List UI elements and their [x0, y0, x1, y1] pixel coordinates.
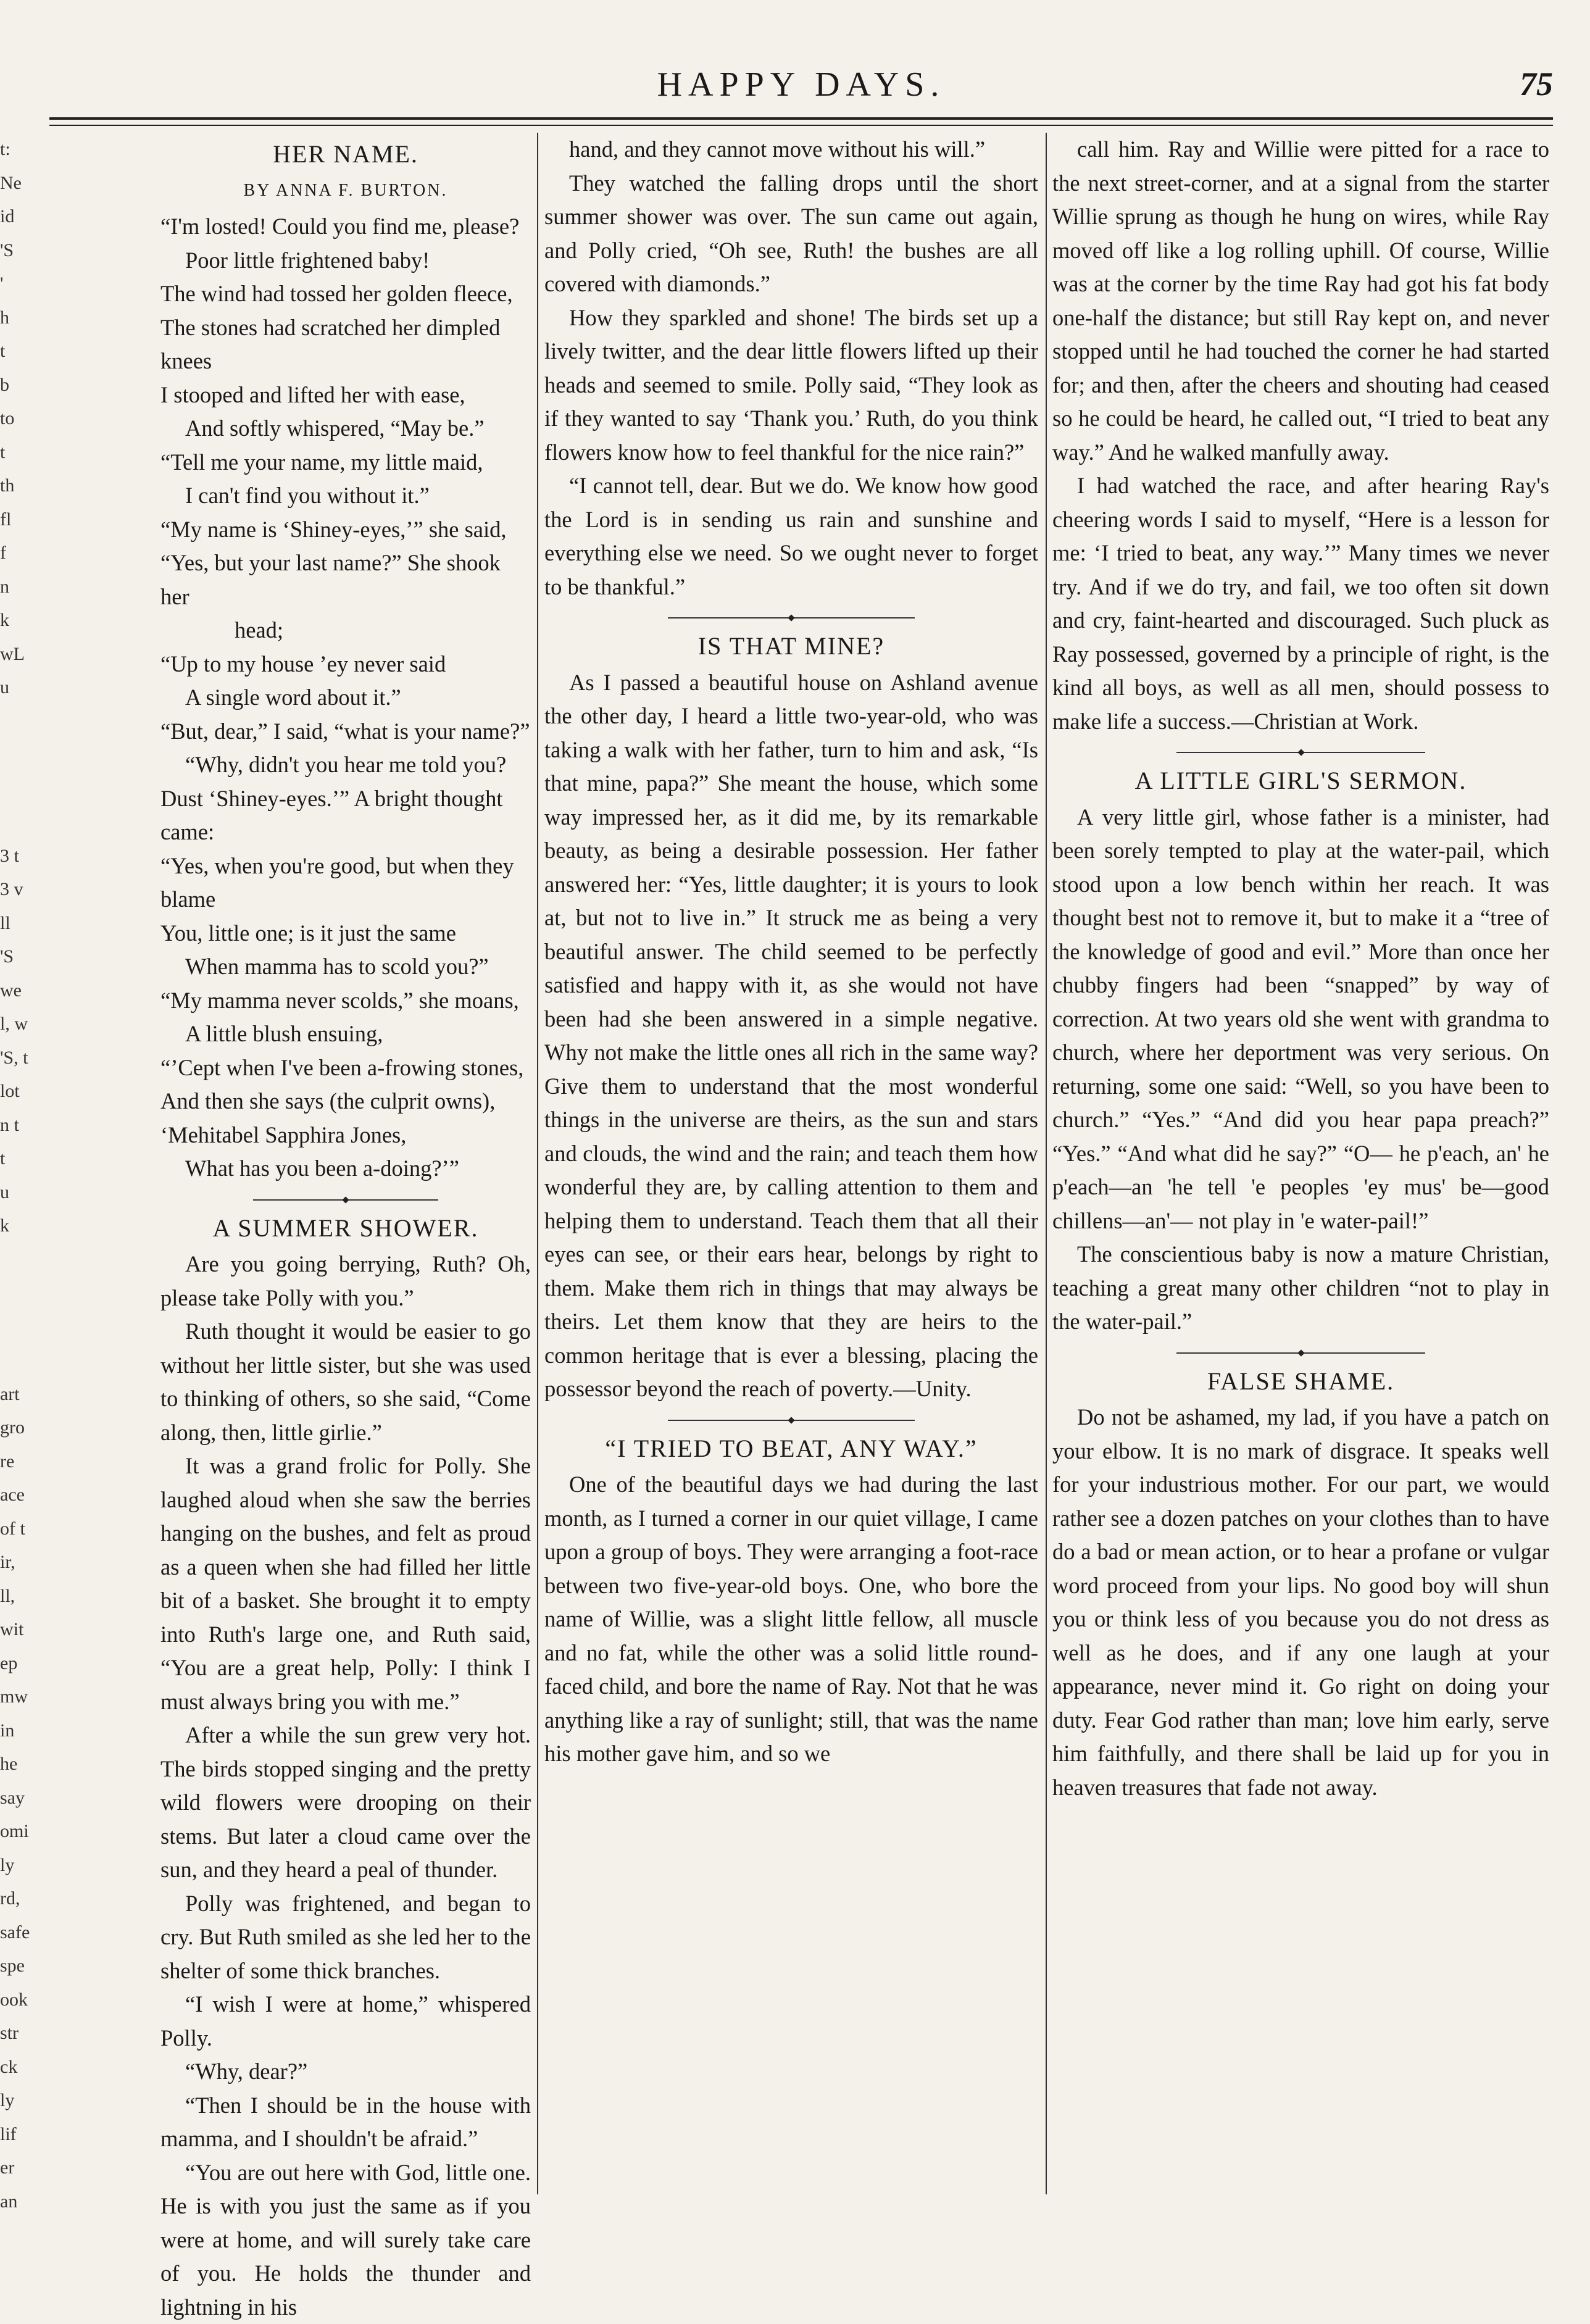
article-title: IS THAT MINE?	[544, 630, 1038, 664]
header-rule	[49, 117, 1553, 120]
edge-fragment: of t	[0, 1512, 62, 1546]
poem-line: “Why, didn't you hear me told you?	[160, 748, 531, 782]
article-body	[1052, 1401, 1549, 1804]
article-body	[160, 1247, 531, 2324]
edge-fragment: 'S	[0, 234, 62, 268]
edge-fragment: k	[0, 1209, 62, 1243]
poem-line: When mamma has to scold you?”	[160, 950, 531, 984]
paragraph: call him. Ray and Willie were pitted for a race to the next street-corner, and at a signal from the starter Willie sprung as though he hung on wires, while Ray moved off like a log rolling uphill. Of course, Willie was at the corner by the time Ray had got his fat body one-half the distance; but still Ray kept on, and never stopped until he had touched the corner he had started for; and then, after the cheers and shouting had ceased so he could be heard, he called out, “I tried to beat any way.” And he walked manfully away.	[1052, 133, 1549, 469]
article-title: A LITTLE GIRL'S SERMON.	[1052, 764, 1549, 798]
article-body	[544, 133, 1038, 604]
edge-fragment: rd,	[0, 1882, 62, 1916]
edge-fragment: ll,	[0, 1580, 62, 1614]
paragraph: A very little girl, whose father is a minister, had been sorely tempted to play at the water-pail, which stood upon a low bench within her reach. It was thought best not to remove it, but to make it a “tree of the knowledge of good and evil.” More than once her chubby fingers had been “snapped” by way of correction. At two years old she went with grandma to church, where her deportment was very serious. On returning, some one said: “Well, so you have been to church.” “Yes.” “And did you hear papa preach?” “Yes.” “And what did he say?” “O— he p'each, an' he p'each—an 'he tell 'e peoples 'ey mus' be—good chillens—an'— not play in 'e water-pail!”	[1052, 801, 1549, 1238]
poem-line: “My name is ‘Shiney-eyes,’” she said,	[160, 513, 531, 547]
paragraph: One of the beautiful days we had during the last month, as I turned a corner in our quiet village, I came upon a group of boys. They were arranging a foot-race between two five-year-old boys. One, who bore the name of Willie, was a slight little fellow, all muscle and no fat, while the other was a solid little round-faced child, and bore the name of Ray. Not that he was anything like a ray of sunlight; still, that was the name his mother gave him, and so we	[544, 1468, 1038, 1771]
column-divider	[537, 133, 538, 2194]
column-3	[1052, 133, 1549, 2194]
edge-fragment: art	[0, 1378, 62, 1412]
edge-fragment: an	[0, 2185, 62, 2219]
edge-fragment: t	[0, 1142, 62, 1176]
page-number: 75	[1520, 65, 1553, 103]
edge-fragment: he	[0, 1747, 62, 1781]
article-body	[1052, 133, 1549, 738]
column-2	[544, 133, 1038, 2194]
poem-line: “But, dear,” I said, “what is your name?”	[160, 715, 531, 749]
edge-fragment: ace	[0, 1478, 62, 1512]
poem-line: “Yes, but your last name?” She shook her	[160, 546, 531, 614]
running-title: HAPPY DAYS.	[49, 65, 1553, 104]
column-1	[160, 133, 531, 2194]
poem-line: Poor little frightened baby!	[160, 244, 531, 278]
edge-fragment	[0, 705, 62, 739]
paragraph: The conscientious baby is now a mature Christian, teaching a great many other children “not to play in the water-pail.”	[1052, 1238, 1549, 1339]
edge-fragment: mw	[0, 1680, 62, 1714]
edge-fragment: Ne	[0, 167, 62, 201]
edge-fragment: str	[0, 2017, 62, 2051]
poem-line: ‘Mehitabel Sapphira Jones,	[160, 1118, 531, 1152]
edge-fragment: 3 v	[0, 873, 62, 907]
section-separator	[668, 1420, 915, 1421]
edge-fragment	[0, 806, 62, 839]
column-divider	[1046, 133, 1047, 2194]
edge-fragment: b	[0, 369, 62, 402]
left-edge-fragments	[0, 133, 62, 2194]
edge-fragment: lot	[0, 1075, 62, 1109]
poem-line: Dust ‘Shiney-eyes.’” A bright thought came:	[160, 782, 531, 849]
edge-fragment: ck	[0, 2051, 62, 2085]
edge-fragment	[0, 1310, 62, 1344]
poem-line: “Tell me your name, my little maid,	[160, 446, 531, 480]
edge-fragment: n t	[0, 1109, 62, 1143]
section-separator	[253, 1199, 438, 1201]
edge-fragment: in	[0, 1714, 62, 1748]
edge-fragment: t	[0, 436, 62, 470]
poem-her-name	[160, 210, 531, 1186]
paragraph: As I passed a beautiful house on Ashland avenue the other day, I heard a little two-year-old, who was taking a walk with her father, turn to him and ask, “Is that mine, papa?” She meant the house, which some way impressed her, as it did me, by its remarkable beauty, as being a desirable possession. Her father answered her: “Yes, little daughter; it is yours to look at, but not to live in.” It struck me as being a very beautiful answer. The child seemed to be perfectly satisfied and happy with it, as she would not have been had she been answered in a simple negative. Why not make the little ones all rich in the same way? Give them to understand that the most wonderful things in the universe are theirs, as the sun and stars and clouds, the wind and the rain; and teach them how wonderful they are, by calling attention to them and helping them to understand. Teach them that all their eyes can see, or their ears hear, belongs by right to them. Make them rich in things that may always be theirs. Let them know that they are heirs to the common heritage that is ever a blessing, placing the possessor beyond the reach of poverty.—Unity.	[544, 666, 1038, 1406]
poem-line: “Up to my house ’ey never said	[160, 648, 531, 681]
edge-fragment: f	[0, 536, 62, 570]
poem-line: A single word about it.”	[160, 681, 531, 715]
poem-line: I stooped and lifted her with ease,	[160, 378, 531, 412]
paragraph: After a while the sun grew very hot. The birds stopped singing and the pretty wild flowers were drooping on their stems. But later a cloud came over the sun, and they heard a peal of thunder.	[160, 1718, 531, 1887]
edge-fragment: er	[0, 2151, 62, 2185]
paragraph: “Then I should be in the house with mamma, and I shouldn't be afraid.”	[160, 2089, 531, 2156]
edge-fragment: ly	[0, 2084, 62, 2118]
edge-fragment: gro	[0, 1411, 62, 1445]
section-separator	[668, 617, 915, 618]
edge-fragment: we	[0, 974, 62, 1008]
edge-fragment: l, w	[0, 1007, 62, 1041]
poem-line: What has you been a-doing?’”	[160, 1152, 531, 1186]
edge-fragment: t:	[0, 133, 62, 167]
article-body	[544, 1468, 1038, 1771]
edge-fragment: re	[0, 1445, 62, 1479]
paragraph: “I cannot tell, dear. But we do. We know how good the Lord is in sending us rain and sunshine and everything else we need. So we ought never to forget to be thankful.”	[544, 469, 1038, 604]
edge-fragment: wit	[0, 1613, 62, 1647]
article-title: HER NAME.	[160, 138, 531, 172]
article-title: A SUMMER SHOWER.	[160, 1212, 531, 1246]
paragraph: How they sparkled and shone! The birds set up a lively twitter, and the dear little flowers lifted up their heads and seemed to smile. Polly said, “They look as if they wanted to say ‘Thank you.’ Ruth, do you think flowers know how to feel thankful for the nice rain?”	[544, 301, 1038, 470]
paragraph: Are you going berrying, Ruth? Oh, please take Polly with you.”	[160, 1247, 531, 1315]
paragraph: Do not be ashamed, my lad, if you have a patch on your elbow. It is no mark of disgrace. It speaks well for your industrious mother. For our part, we would rather see a dozen patches on your clothes than to have do a bad or mean action, or to hear a profane or vulgar word proceed from your lips. No good boy will shun you or think less of you because you do not dress as well as he does, and if any one laugh at your appearance, never mind it. Go right on doing your duty. Fear God rather than man; love him early, serve him faithfully, and there shall be laid up for you in heaven treasures that fade not away.	[1052, 1401, 1549, 1804]
edge-fragment: ook	[0, 1983, 62, 2017]
article-body	[544, 666, 1038, 1406]
poem-line: And then she says (the culprit owns),	[160, 1085, 531, 1118]
edge-fragment: to	[0, 402, 62, 436]
edge-fragment: '	[0, 267, 62, 301]
edge-fragment: safe	[0, 1916, 62, 1950]
article-title: “I TRIED TO BEAT, ANY WAY.”	[544, 1432, 1038, 1466]
edge-fragment: ir,	[0, 1546, 62, 1580]
edge-fragment	[0, 738, 62, 772]
edge-fragment: ep	[0, 1647, 62, 1681]
edge-fragment: say	[0, 1781, 62, 1815]
edge-fragment: 'S	[0, 940, 62, 974]
poem-line: “’Cept when I've been a-frowing stones,	[160, 1051, 531, 1085]
edge-fragment: lif	[0, 2118, 62, 2152]
byline: BY ANNA F. BURTON.	[160, 174, 531, 208]
edge-fragment: t	[0, 335, 62, 369]
edge-fragment: u	[0, 1176, 62, 1210]
paragraph: “Why, dear?”	[160, 2055, 531, 2089]
poem-line: “My mamma never scolds,” she moans,	[160, 984, 531, 1018]
section-separator	[1176, 1352, 1425, 1354]
paragraph: “I wish I were at home,” whispered Polly.	[160, 1988, 531, 2055]
edge-fragment: spe	[0, 1949, 62, 1983]
article-title: FALSE SHAME.	[1052, 1365, 1549, 1399]
poem-line: You, little one; is it just the same	[160, 917, 531, 951]
edge-fragment: ll	[0, 907, 62, 941]
poem-line: “I'm losted! Could you find me, please?	[160, 210, 531, 244]
paragraph: It was a grand frolic for Polly. She laughed aloud when she saw the berries hanging on the bushes, and felt as proud as a queen when she had filled her little bit of a basket. She brought it to empty into Ruth's large one, and Ruth said, “You are a great help, Polly: I think I must always bring you with me.”	[160, 1449, 531, 1718]
header-rule-thin	[49, 125, 1553, 126]
edge-fragment: 'S, t	[0, 1041, 62, 1075]
paragraph: Ruth thought it would be easier to go without her little sister, but she was used to thinking of others, so she said, “Come along, then, little girlie.”	[160, 1315, 531, 1449]
edge-fragment: k	[0, 604, 62, 638]
edge-fragment: ly	[0, 1849, 62, 1883]
edge-fragment	[0, 1277, 62, 1310]
paragraph: They watched the falling drops until the short summer shower was over. The sun came out again, and Polly cried, “Oh see, Ruth! the bushes are all covered with diamonds.”	[544, 167, 1038, 301]
poem-line: The wind had tossed her golden fleece,	[160, 277, 531, 311]
edge-fragment: h	[0, 301, 62, 335]
poem-line: head;	[160, 614, 531, 648]
poem-line: A little blush ensuing,	[160, 1017, 531, 1051]
paragraph: Polly was frightened, and began to cry. But Ruth smiled as she led her to the shelter of some thick branches.	[160, 1887, 531, 1988]
poem-line: And softly whispered, “May be.”	[160, 412, 531, 446]
paragraph: I had watched the race, and after hearing Ray's cheering words I said to myself, “Here is a lesson for me: ‘I tried to beat, any way.’” Many times we never try. And if we do try, and fail, we too often sit down and cry, faint-hearted and discouraged. Such pluck as Ray possessed, governed by a principle of right, is the kind all boys, as well as all men, should possess to make life a success.—Christian at Work.	[1052, 469, 1549, 738]
edge-fragment	[0, 772, 62, 806]
poem-line: “Yes, when you're good, but when they blame	[160, 849, 531, 917]
edge-fragment: id	[0, 200, 62, 234]
edge-fragment: n	[0, 570, 62, 604]
article-body	[1052, 801, 1549, 1339]
edge-fragment	[0, 1243, 62, 1277]
edge-fragment: omi	[0, 1815, 62, 1849]
edge-fragment: fl	[0, 503, 62, 537]
edge-fragment: wL	[0, 638, 62, 672]
paragraph: “You are out here with God, little one. He is with you just the same as if you were at home, and will surely take care of you. He holds the thunder and lightning in his	[160, 2156, 531, 2324]
edge-fragment: 3 t	[0, 839, 62, 873]
edge-fragment: th	[0, 469, 62, 503]
edge-fragment: u	[0, 671, 62, 705]
poem-line: I can't find you without it.”	[160, 479, 531, 513]
section-separator	[1176, 752, 1425, 753]
edge-fragment	[0, 1344, 62, 1378]
poem-line: The stones had scratched her dimpled knees	[160, 311, 531, 378]
page-header	[49, 59, 1553, 127]
paragraph: hand, and they cannot move without his will.”	[544, 133, 1038, 167]
